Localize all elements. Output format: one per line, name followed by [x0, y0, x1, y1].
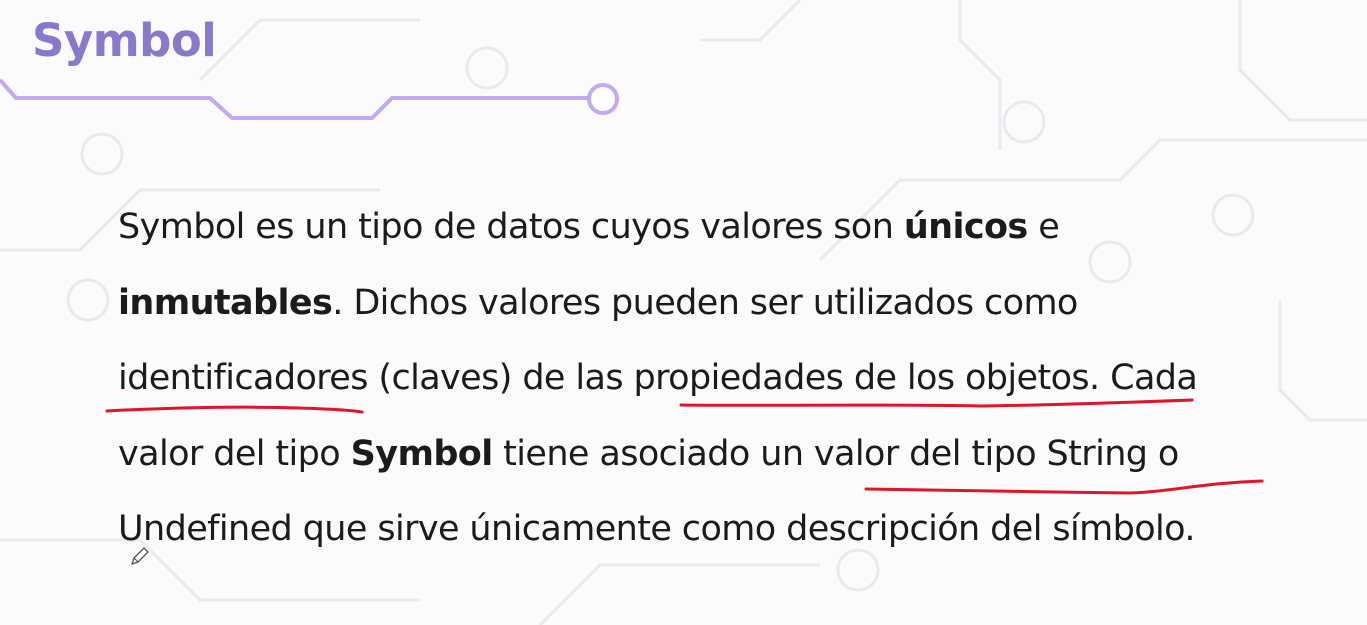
slide-body-text — [118, 190, 1338, 568]
body-line-4: valor del tipo Symbol tiene asociado un valor del tipo String o — [118, 433, 1179, 474]
slide-title: Symbol — [32, 14, 217, 67]
body-line-3: identificadores (claves) de las propiedades de los objetos. Cada — [118, 358, 1198, 398]
body-line-5: Undefined que sirve únicamente como descripción del símbolo. — [118, 509, 1195, 549]
emphasis-inmutables: inmutables — [118, 282, 333, 323]
pencil-icon — [130, 546, 150, 566]
emphasis-unicos: únicos — [903, 207, 1028, 247]
body-line-2: inmutables. Dichos valores pueden ser utilizados como — [118, 282, 1078, 323]
body-line-1: Symbol es un tipo de datos cuyos valores son únicos e — [118, 207, 1060, 247]
emphasis-symbol: Symbol — [350, 433, 493, 474]
